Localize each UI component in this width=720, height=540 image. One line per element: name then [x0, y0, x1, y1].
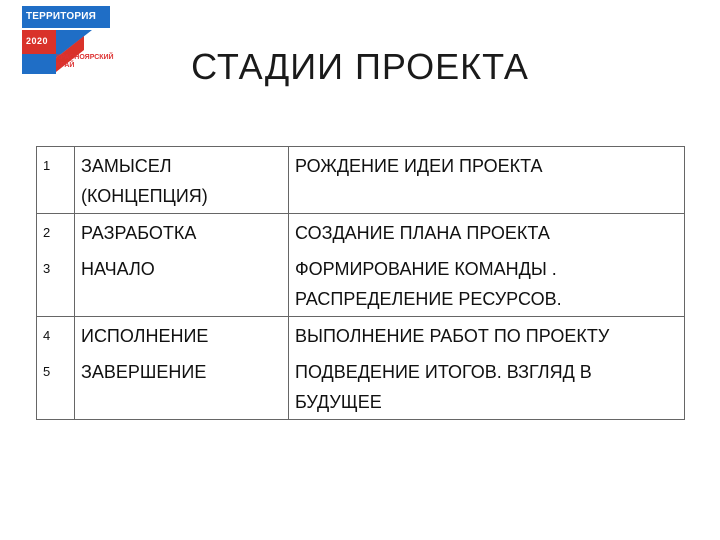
stage-name: ЗАМЫСЕЛ (КОНЦЕПЦИЯ)	[75, 147, 289, 214]
page-title: СТАДИИ ПРОЕКТА	[191, 46, 529, 87]
stage-name: ЗАВЕРШЕНИЕ	[75, 353, 289, 420]
stage-description: ФОРМИРОВАНИЕ КОМАНДЫ . РАСПРЕДЕЛЕНИЕ РЕСУРСОВ.	[289, 250, 685, 317]
stage-description: РОЖДЕНИЕ ИДЕИ ПРОЕКТА	[289, 147, 685, 214]
stage-name: ИСПОЛНЕНИЕ	[75, 317, 289, 354]
stage-description: ПОДВЕДЕНИЕ ИТОГОВ. ВЗГЛЯД В БУДУЩЕЕ	[289, 353, 685, 420]
stage-name: НАЧАЛО	[75, 250, 289, 317]
stage-number: 1	[37, 147, 75, 214]
logo-year: 2020	[26, 36, 49, 46]
project-stages-table	[36, 146, 685, 420]
stage-number: 2	[37, 214, 75, 251]
logo-name: ТЕРРИТОРИЯ	[26, 11, 96, 22]
table-row	[37, 317, 685, 354]
logo-region-line2: КРАЙ	[56, 62, 75, 69]
stage-name: РАЗРАБОТКА	[75, 214, 289, 251]
logo-region-line1: КРАСНОЯРСКИЙ	[56, 54, 114, 61]
stage-number: 4	[37, 317, 75, 354]
table-row	[37, 214, 685, 251]
table-row	[37, 147, 685, 214]
stage-description: СОЗДАНИЕ ПЛАНА ПРОЕКТА	[289, 214, 685, 251]
stage-number: 3	[37, 250, 75, 317]
stage-number: 5	[37, 353, 75, 420]
table-row	[37, 353, 685, 420]
table-row	[37, 250, 685, 317]
stage-description: ВЫПОЛНЕНИЕ РАБОТ ПО ПРОЕКТУ	[289, 317, 685, 354]
